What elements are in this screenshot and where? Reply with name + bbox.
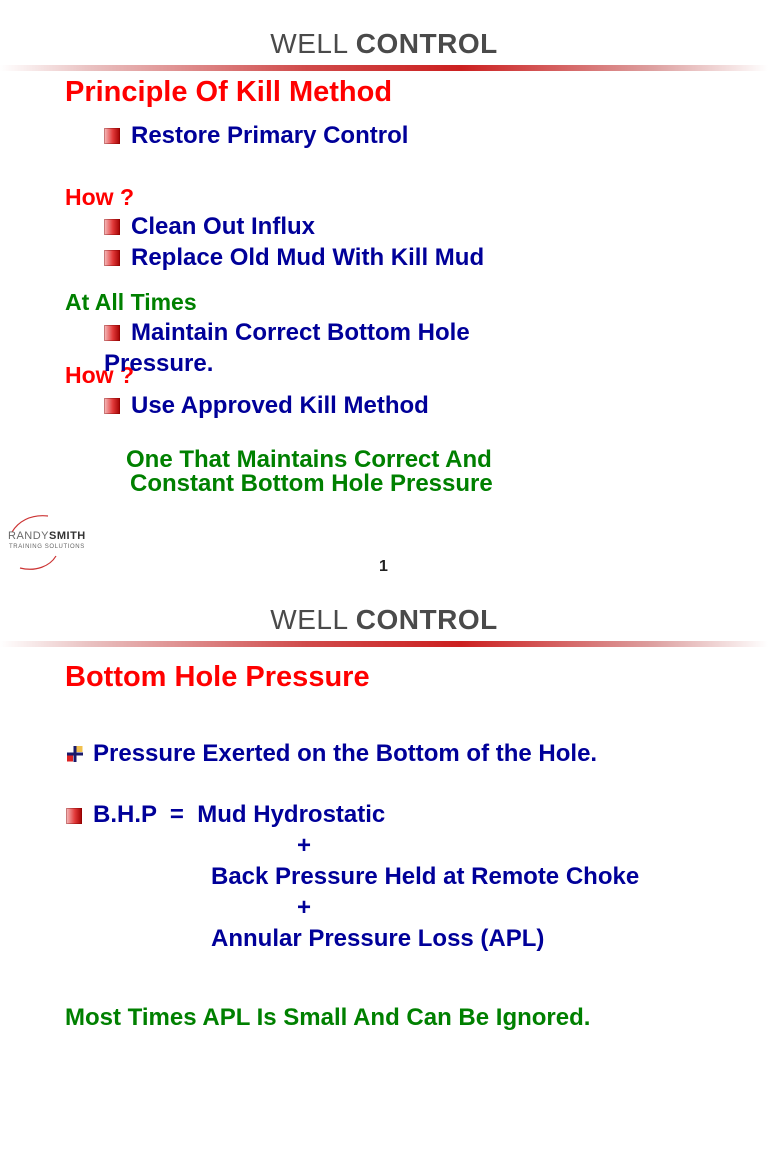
red-square-bullet-icon — [104, 398, 120, 414]
item-pressure-exerted: Pressure Exerted on the Bottom of the Hole. — [93, 740, 598, 767]
item-clean-out: Clean Out Influx — [131, 213, 316, 240]
plus-sign-2: + — [297, 894, 312, 921]
page-number: 1 — [379, 558, 388, 575]
at-all-times-label: At All Times — [65, 289, 197, 315]
red-square-bullet-icon — [66, 808, 82, 824]
apl-term: Annular Pressure Loss (APL) — [211, 925, 545, 952]
company-logo — [0, 508, 100, 578]
slide-header — [0, 604, 768, 636]
logo-brand-b: SMITH — [49, 530, 86, 542]
note-line2: Constant Bottom Hole Pressure — [130, 470, 493, 497]
item-use-method: Use Approved Kill Method — [131, 392, 429, 419]
logo-wordmark — [8, 530, 86, 542]
apl-note: Most Times APL Is Small And Can Be Ignored. — [65, 1004, 591, 1031]
slide-title: Principle Of Kill Method — [65, 76, 393, 108]
how-label-1: How ? — [65, 184, 134, 210]
header-bold: CONTROL — [355, 28, 498, 59]
slide-header — [0, 28, 768, 60]
cross-bullet-icon — [66, 745, 84, 763]
item-replace-mud: Replace Old Mud With Kill Mud — [131, 244, 485, 271]
red-square-bullet-icon — [104, 219, 120, 235]
item-maintain-line1: Maintain Correct Bottom Hole — [131, 319, 470, 346]
header-rule — [0, 641, 768, 647]
red-square-bullet-icon — [104, 250, 120, 266]
slide-2 — [0, 576, 768, 1152]
red-square-bullet-icon — [104, 128, 120, 144]
header-light: WELL — [270, 28, 356, 59]
item-maintain-line2: Pressure. — [104, 350, 214, 377]
plus-sign-1: + — [297, 832, 312, 859]
bhp-equation: B.H.P = Mud Hydrostatic — [93, 801, 386, 828]
logo-tagline: TRAINING SOLUTIONS — [9, 544, 85, 550]
logo-brand-a: RANDY — [8, 530, 50, 542]
logo-swoosh-icon — [0, 508, 100, 578]
how-label-2: How ? — [65, 362, 134, 388]
back-pressure-term: Back Pressure Held at Remote Choke — [211, 863, 640, 890]
header-bold: CONTROL — [355, 604, 498, 635]
item-restore: Restore Primary Control — [131, 122, 409, 149]
header-light: WELL — [270, 604, 356, 635]
note-line1: One That Maintains Correct And — [126, 446, 492, 473]
slide-title: Bottom Hole Pressure — [65, 661, 370, 693]
header-rule — [0, 65, 768, 71]
red-square-bullet-icon — [104, 325, 120, 341]
